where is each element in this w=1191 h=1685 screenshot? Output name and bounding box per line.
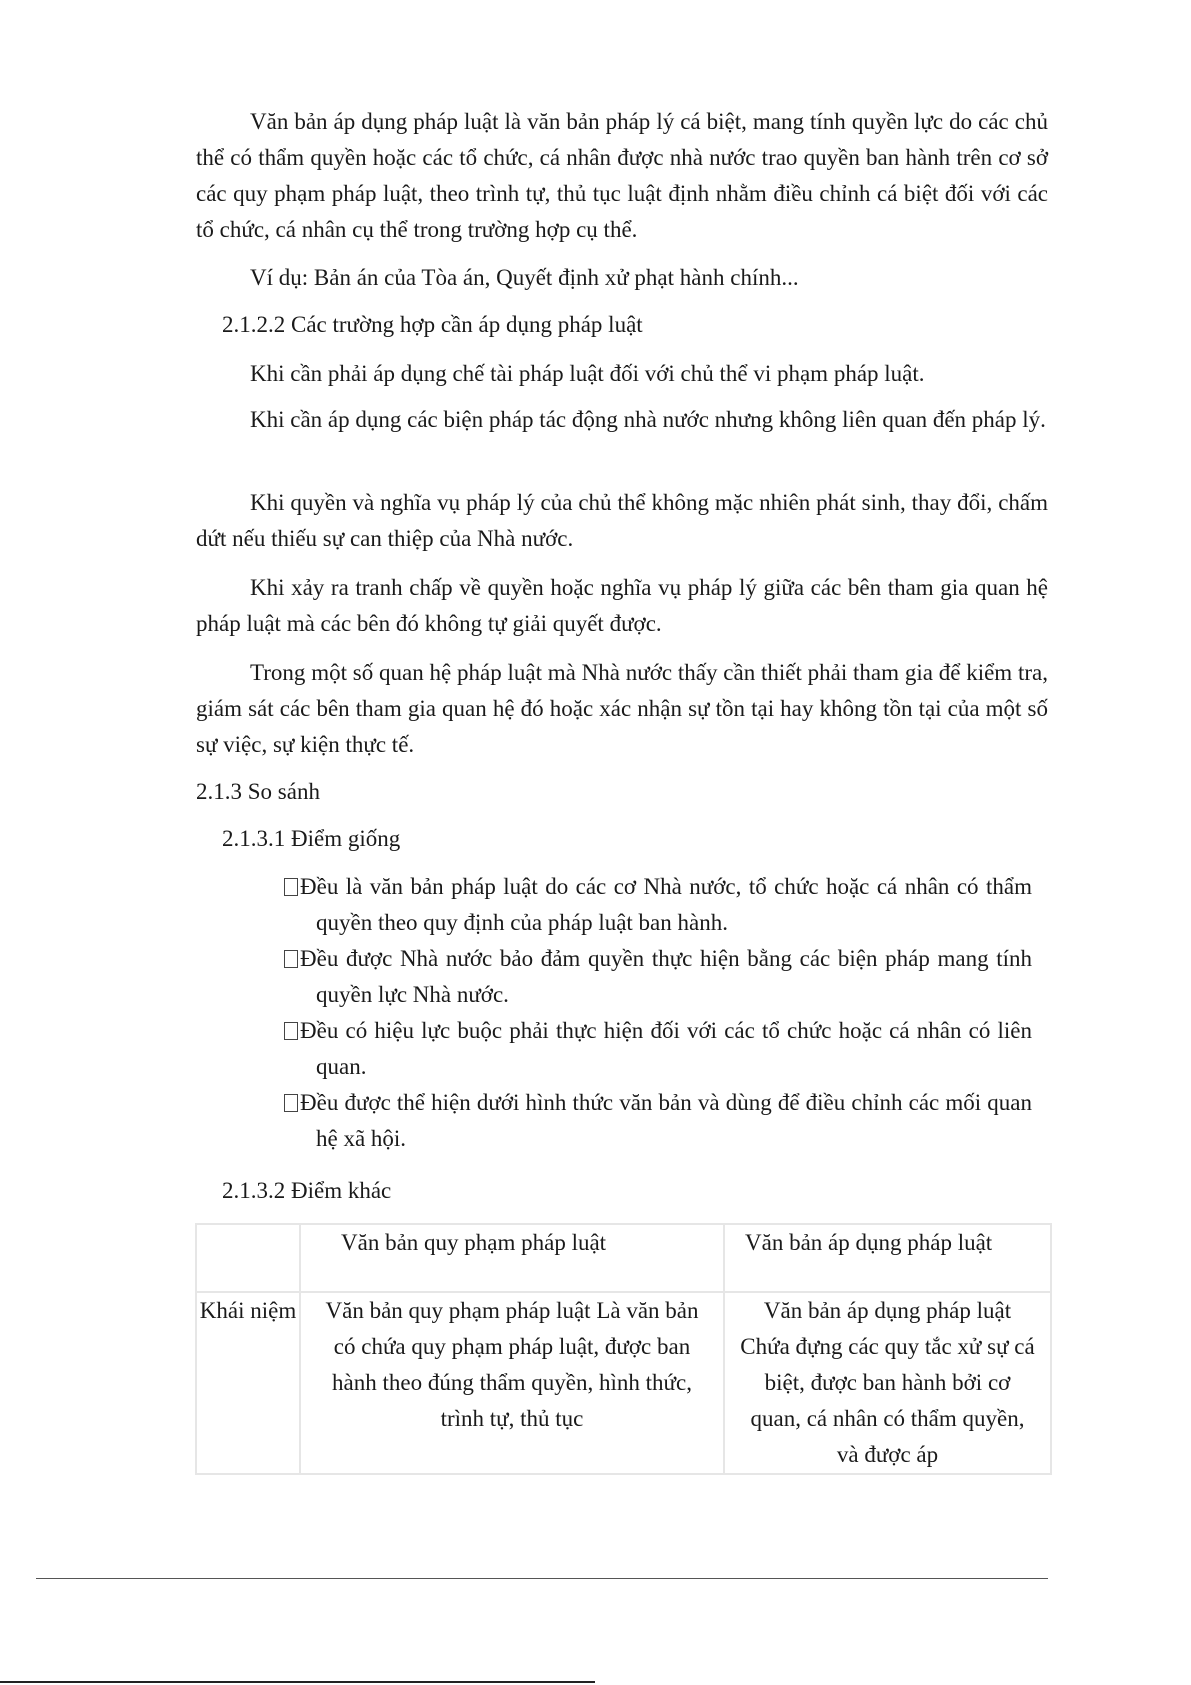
missing-glyph-box-icon (284, 1094, 298, 1112)
paragraph-case-4: Khi xảy ra tranh chấp về quyền hoặc nghĩa vụ pháp lý giữa các bên tham gia quan hệ pháp luật mà các bên đó không tự giải quyết được. (196, 575, 1048, 636)
table-header-cell: Văn bản quy phạm pháp luật (300, 1224, 724, 1292)
list-item: Đều được Nhà nước bảo đảm quyền thực hiện bằng các biện pháp mang tính quyền lực Nhà nước. (284, 941, 1032, 1013)
comparison-table (195, 1223, 1052, 1475)
heading-2122: 2.1.2.2 Các trường hợp cần áp dụng pháp luật (222, 312, 643, 337)
table-header-cell (196, 1224, 300, 1292)
paragraph-example: Ví dụ: Bản án của Tòa án, Quyết định xử phạt hành chính... (250, 265, 799, 290)
table-cell: Văn bản quy phạm pháp luật Là văn bản có chứa quy phạm pháp luật, được ban hành theo đúng thẩm quyền, hình thức, trình tự, thủ tục (300, 1292, 724, 1474)
list-item: Đều là văn bản pháp luật do các cơ Nhà nước, tổ chức hoặc cá nhân có thẩm quyền theo quy định của pháp luật ban hành. (284, 869, 1032, 941)
paragraph-case-2: Khi cần áp dụng các biện pháp tác động nhà nước nhưng không liên quan đến pháp lý. (250, 407, 1046, 432)
missing-glyph-box-icon (284, 950, 298, 968)
table-row (196, 1292, 1051, 1474)
table-header-row (196, 1224, 1051, 1292)
paragraph-case-3: Khi quyền và nghĩa vụ pháp lý của chủ thể không mặc nhiên phát sinh, thay đổi, chấm dứt nếu thiếu sự can thiệp của Nhà nước. (196, 490, 1048, 551)
similarity-list (284, 869, 1032, 1157)
paragraph-case-1: Khi cần phải áp dụng chế tài pháp luật đối với chủ thể vi phạm pháp luật. (250, 361, 925, 386)
list-item: Đều được thể hiện dưới hình thức văn bản và dùng để điều chỉnh các mối quan hệ xã hội. (284, 1085, 1032, 1157)
list-item: Đều có hiệu lực buộc phải thực hiện đối với các tổ chức hoặc cá nhân có liên quan. (284, 1013, 1032, 1085)
footer-divider (36, 1578, 1048, 1579)
missing-glyph-box-icon (284, 878, 298, 896)
table-cell: Văn bản áp dụng pháp luật Chứa đựng các quy tắc xử sự cá biệt, được ban hành bởi cơ quan, cá nhân có thẩm quyền, và được áp (724, 1292, 1051, 1474)
heading-2132: 2.1.3.2 Điểm khác (222, 1178, 392, 1203)
heading-213: 2.1.3 So sánh (196, 779, 320, 804)
table-header-cell: Văn bản áp dụng pháp luật (724, 1224, 1051, 1292)
bottom-divider (0, 1681, 595, 1683)
paragraph-case-5: Trong một số quan hệ pháp luật mà Nhà nước thấy cần thiết phải tham gia để kiểm tra, giám sát các bên tham gia quan hệ đó hoặc xác nhận sự tồn tại hay không tồn tại của một số sự việc, sự kiện thực tế. (196, 660, 1048, 757)
paragraph-definition: Văn bản áp dụng pháp luật là văn bản pháp lý cá biệt, mang tính quyền lực do các chủ thể có thẩm quyền hoặc các tổ chức, cá nhân được nhà nước trao quyền ban hành trên cơ sở các quy phạm pháp luật, theo trình tự, thủ tục luật định nhằm điều chỉnh cá biệt đối với các tổ chức, cá nhân cụ thể trong trường hợp cụ thể. (196, 109, 1048, 242)
missing-glyph-box-icon (284, 1022, 298, 1040)
table-row-label: Khái niệm (196, 1292, 300, 1474)
heading-2131: 2.1.3.1 Điểm giống (222, 826, 401, 851)
